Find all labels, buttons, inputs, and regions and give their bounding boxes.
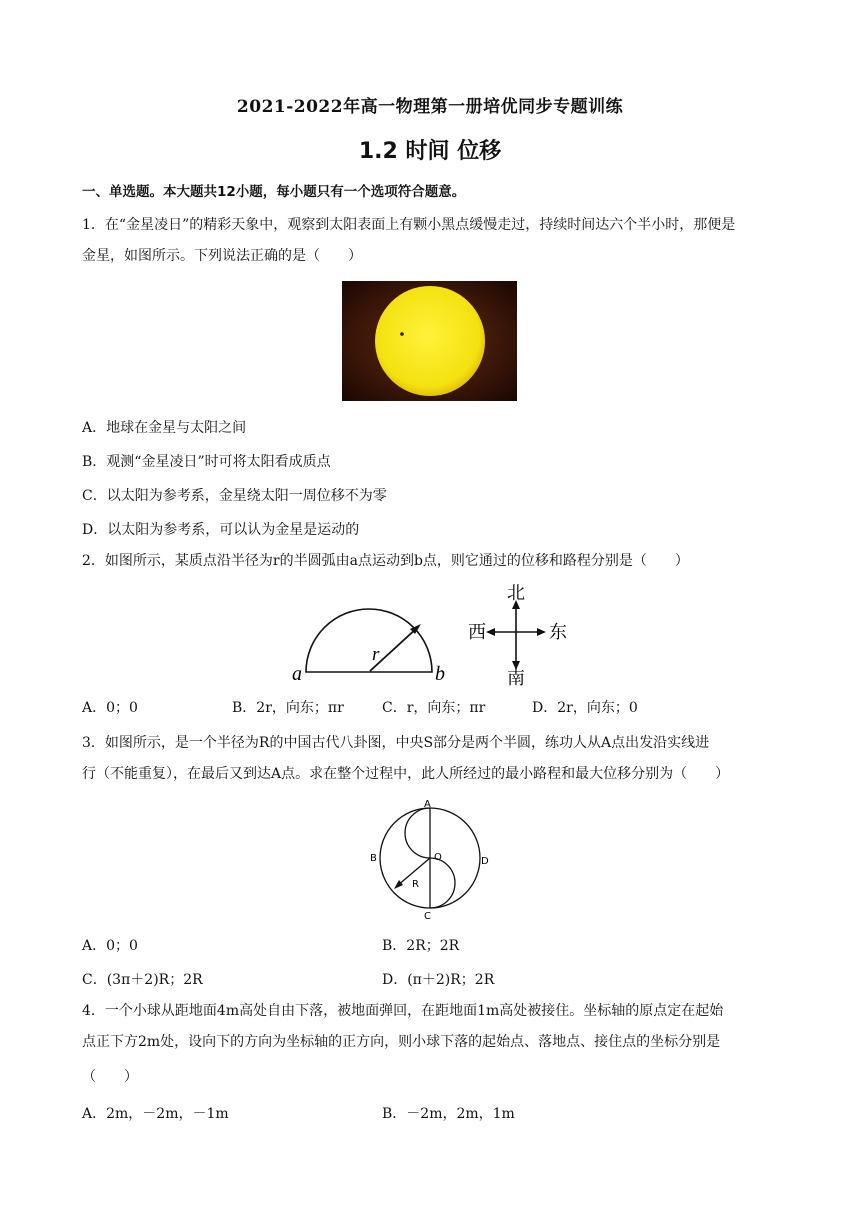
- question-3-option-c: C．(3π＋2)R；2R: [82, 972, 203, 988]
- point-C-label: C: [424, 911, 431, 922]
- compass-west-label: 西: [468, 622, 486, 643]
- compass-south-label: 南: [507, 668, 525, 689]
- question-2-stem: 2．如图所示，某质点沿半径为r的半圆弧由a点运动到b点，则它通过的位移和路程分别是（ ）: [82, 553, 689, 569]
- center-O-label: O: [434, 852, 442, 863]
- question-2-option-a: A．0；0: [82, 700, 138, 716]
- question-4-stem-line2: 点正下方2m处，设向下的方向为坐标轴的正方向，则小球下落的起始点、落地点、接住点的坐标分别是: [82, 1034, 721, 1050]
- compass-east-label: 东: [549, 622, 567, 643]
- point-a-label: a: [292, 663, 302, 685]
- sun-disc: [375, 286, 485, 396]
- question-2-option-d: D．2r，向东；0: [532, 700, 638, 716]
- question-2-option-c: C．r，向东；πr: [382, 700, 486, 716]
- question-3-option-d: D．(π＋2)R；2R: [382, 972, 495, 988]
- question-4-stem-line1: 4．一个小球从距地面4m高处自由下落，被地面弹回，在距地面1m高处被接住。坐标轴的原点定在起始: [82, 1003, 724, 1019]
- lesson-title: 1.2 时间 位移: [358, 139, 502, 164]
- point-A-label: A: [424, 799, 431, 810]
- point-B-label: B: [370, 853, 377, 864]
- question-4-option-a: A．2m，－2m，－1m: [82, 1106, 229, 1122]
- question-1-option-a: A．地球在金星与太阳之间: [82, 420, 247, 436]
- venus-dot: [400, 332, 404, 336]
- compass-north-label: 北: [507, 583, 525, 604]
- question-3-option-b: B．2R；2R: [382, 938, 460, 954]
- semicircle-figure: [290, 580, 590, 694]
- question-3-option-a: A．0；0: [82, 938, 138, 954]
- question-4-stem-line3: （ ）: [82, 1069, 138, 1085]
- question-3-stem-line1: 3．如图所示，是一个半径为R的中国古代八卦图，中央S部分是两个半圆，练功人从A点出发沿实线进: [82, 735, 710, 751]
- point-D-label: D: [481, 856, 489, 867]
- question-3-stem-line2: 行（不能重复），在最后又到达A点。求在整个过程中，此人所经过的最小路程和最大位移分别为（ ）: [82, 766, 730, 782]
- question-1-stem-line2: 金星，如图所示。下列说法正确的是（ ）: [82, 248, 362, 264]
- question-1-option-d: D．以太阳为参考系，可以认为金星是运动的: [82, 522, 360, 538]
- venus-transit-photo: [342, 281, 517, 401]
- point-b-label: b: [435, 663, 445, 685]
- bagua-figure: [360, 798, 500, 926]
- question-1-option-b: B．观测“金星凌日”时可将太阳看成质点: [82, 454, 331, 470]
- question-1-option-c: C．以太阳为参考系，金星绕太阳一周位移不为零: [82, 488, 387, 504]
- section-heading: 一、单选题。本大题共12小题，每小题只有一个选项符合题意。: [82, 184, 466, 200]
- question-1-stem-line1: 1．在“金星凌日”的精彩天象中，观察到太阳表面上有颗小黑点缓慢走过，持续时间达六个半小时，那便是: [82, 217, 736, 233]
- radius-R-label: R: [412, 879, 419, 890]
- radius-label: r: [372, 644, 380, 665]
- question-2-option-b: B．2r，向东；πr: [232, 700, 344, 716]
- question-4-option-b: B．－2m，2m，1m: [382, 1106, 515, 1122]
- document-title: 2021-2022年高一物理第一册培优同步专题训练: [236, 97, 624, 117]
